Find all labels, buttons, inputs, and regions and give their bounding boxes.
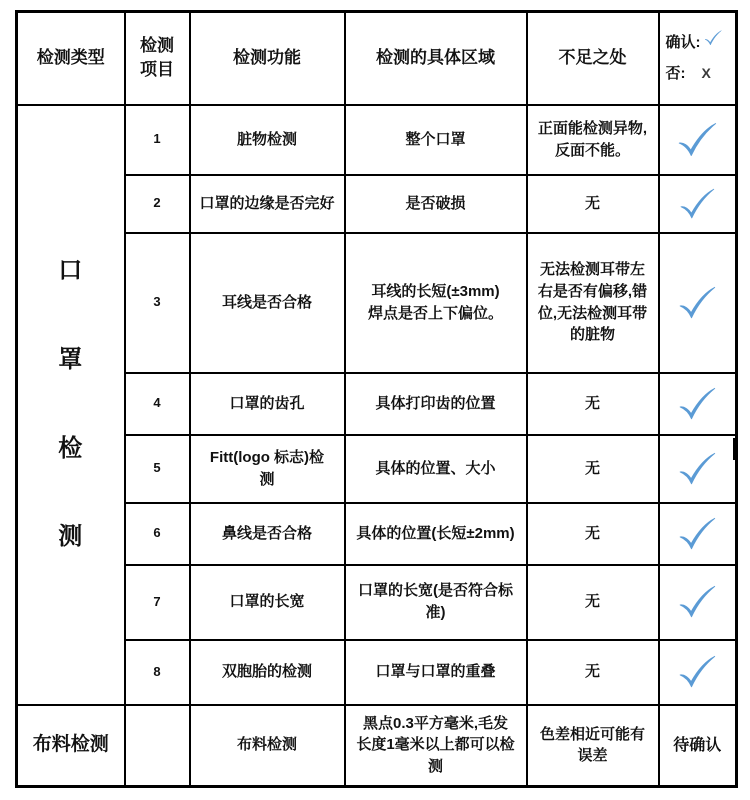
check-icon [703,27,723,59]
area-cell: 整个口罩 [345,105,527,175]
table-row [17,105,737,175]
table-row [17,435,737,503]
table-row [17,233,737,373]
item-number: 4 [125,373,190,435]
check-icon [659,175,737,233]
function-cell: 口罩的边缘是否完好 [190,175,345,233]
table-row [17,640,737,705]
area-cell: 具体的位置、大小 [345,435,527,503]
area-cell: 耳线的长短(±3mm) 焊点是否上下偏位。 [345,233,527,373]
item-number: 2 [125,175,190,233]
item-number [125,705,190,787]
area-cell: 具体打印齿的位置 [345,373,527,435]
function-cell: 口罩的长宽 [190,565,345,640]
header-deficiency: 不足之处 [527,12,659,105]
deficiency-cell: 无 [527,435,659,503]
header-row [17,12,737,105]
text-cursor [733,438,738,460]
area-cell: 黑点0.3平方毫米,毛发 长度1毫米以上都可以检 测 [345,705,527,787]
check-icon [659,565,737,640]
header-type: 检测类型 [17,12,125,105]
deficiency-cell: 无法检测耳带左 右是否有偏移,错 位,无法检测耳带 的脏物 [527,233,659,373]
header-function: 检测功能 [190,12,345,105]
no-label: 否: [665,65,686,83]
table-row [17,175,737,233]
function-cell: 脏物检测 [190,105,345,175]
deficiency-cell: 色差相近可能有 误差 [527,705,659,787]
function-cell: 双胞胎的检测 [190,640,345,705]
area-cell: 口罩的长宽(是否符合标 准) [345,565,527,640]
item-number: 7 [125,565,190,640]
check-icon [659,435,737,503]
x-mark: X [701,65,711,82]
deficiency-cell: 正面能检测异物, 反面不能。 [527,105,659,175]
table-row [17,373,737,435]
deficiency-cell: 无 [527,503,659,565]
header-confirm [659,12,737,105]
deficiency-cell: 无 [527,373,659,435]
function-cell: Fitt(logo 标志)检 测 [190,435,345,503]
item-number: 3 [125,233,190,373]
check-icon [659,233,737,373]
table-row [17,503,737,565]
group-label-fabric: 布料检测 [17,705,125,787]
area-cell: 是否破损 [345,175,527,233]
pending-confirm-text: 待确认 [659,705,737,787]
item-number: 1 [125,105,190,175]
function-cell: 口罩的齿孔 [190,373,345,435]
inspection-table [15,10,738,788]
table-row-fabric [17,705,737,787]
confirm-label: 确认: [665,33,701,51]
header-item: 检测 项目 [125,12,190,105]
table-row [17,565,737,640]
deficiency-cell: 无 [527,175,659,233]
function-cell: 耳线是否合格 [190,233,345,373]
check-icon [659,105,737,175]
deficiency-cell: 无 [527,565,659,640]
area-cell: 口罩与口罩的重叠 [345,640,527,705]
item-number: 5 [125,435,190,503]
check-icon [659,640,737,705]
area-cell: 具体的位置(长短±2mm) [345,503,527,565]
function-cell: 鼻线是否合格 [190,503,345,565]
item-number: 8 [125,640,190,705]
check-icon [659,503,737,565]
group-label-mask: 口 罩 检 测 [17,105,125,705]
check-icon [659,373,737,435]
function-cell: 布料检测 [190,705,345,787]
header-area: 检测的具体区域 [345,12,527,105]
deficiency-cell: 无 [527,640,659,705]
item-number: 6 [125,503,190,565]
